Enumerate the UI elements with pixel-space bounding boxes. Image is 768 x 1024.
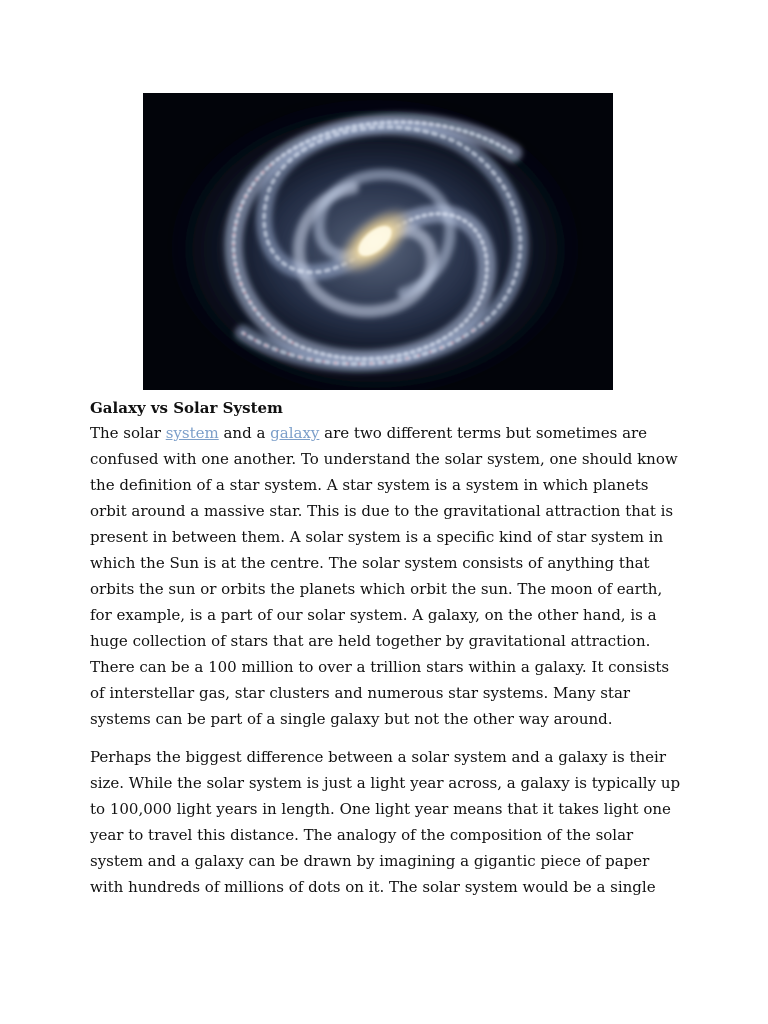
galaxy-image <box>143 93 613 390</box>
paragraph-2: Perhaps the biggest difference between a solar system and a galaxy is their size. While the solar system is just a light year across, a galaxy is typically up to 100,000 light years in length. One light year means that it takes light one year to travel this distance. The analogy of the composition of the solar system and a galaxy can be drawn by imagining a gigantic piece of paper with hundreds of millions of dots on it. The solar system would be a single <box>90 748 681 896</box>
paragraph-1-text-end: are two different terms but sometimes are confused with one another. To understand the solar system, one should know the definition of a star system. A star system is a system in which planets orbit around a massive star. This is due to the gravitational attraction that is present in between them. A solar system is a specific kind of star system in which the Sun is at the centre. The solar system consists of anything that orbits the sun or orbits the planets which orbit the sun. The moon of earth, for example, is a part of our solar system. A galaxy, on the other hand, is a huge collection of stars that are held together by gravitational attraction. There can be a 100 million to over a trillion stars within a galaxy. It consists of interstellar gas, star clusters and numerous star systems. Many star systems can be part of a single galaxy but not the other way around. <box>90 424 678 728</box>
article-heading: Galaxy vs Solar System <box>90 399 283 417</box>
galaxy-link[interactable]: galaxy <box>270 424 320 442</box>
paragraph-1-text-middle: and a <box>218 424 271 442</box>
paragraph-1-text-start: The solar <box>90 424 166 442</box>
article-content <box>90 396 686 912</box>
paragraph-1 <box>90 420 686 732</box>
system-link[interactable]: system <box>165 424 219 442</box>
